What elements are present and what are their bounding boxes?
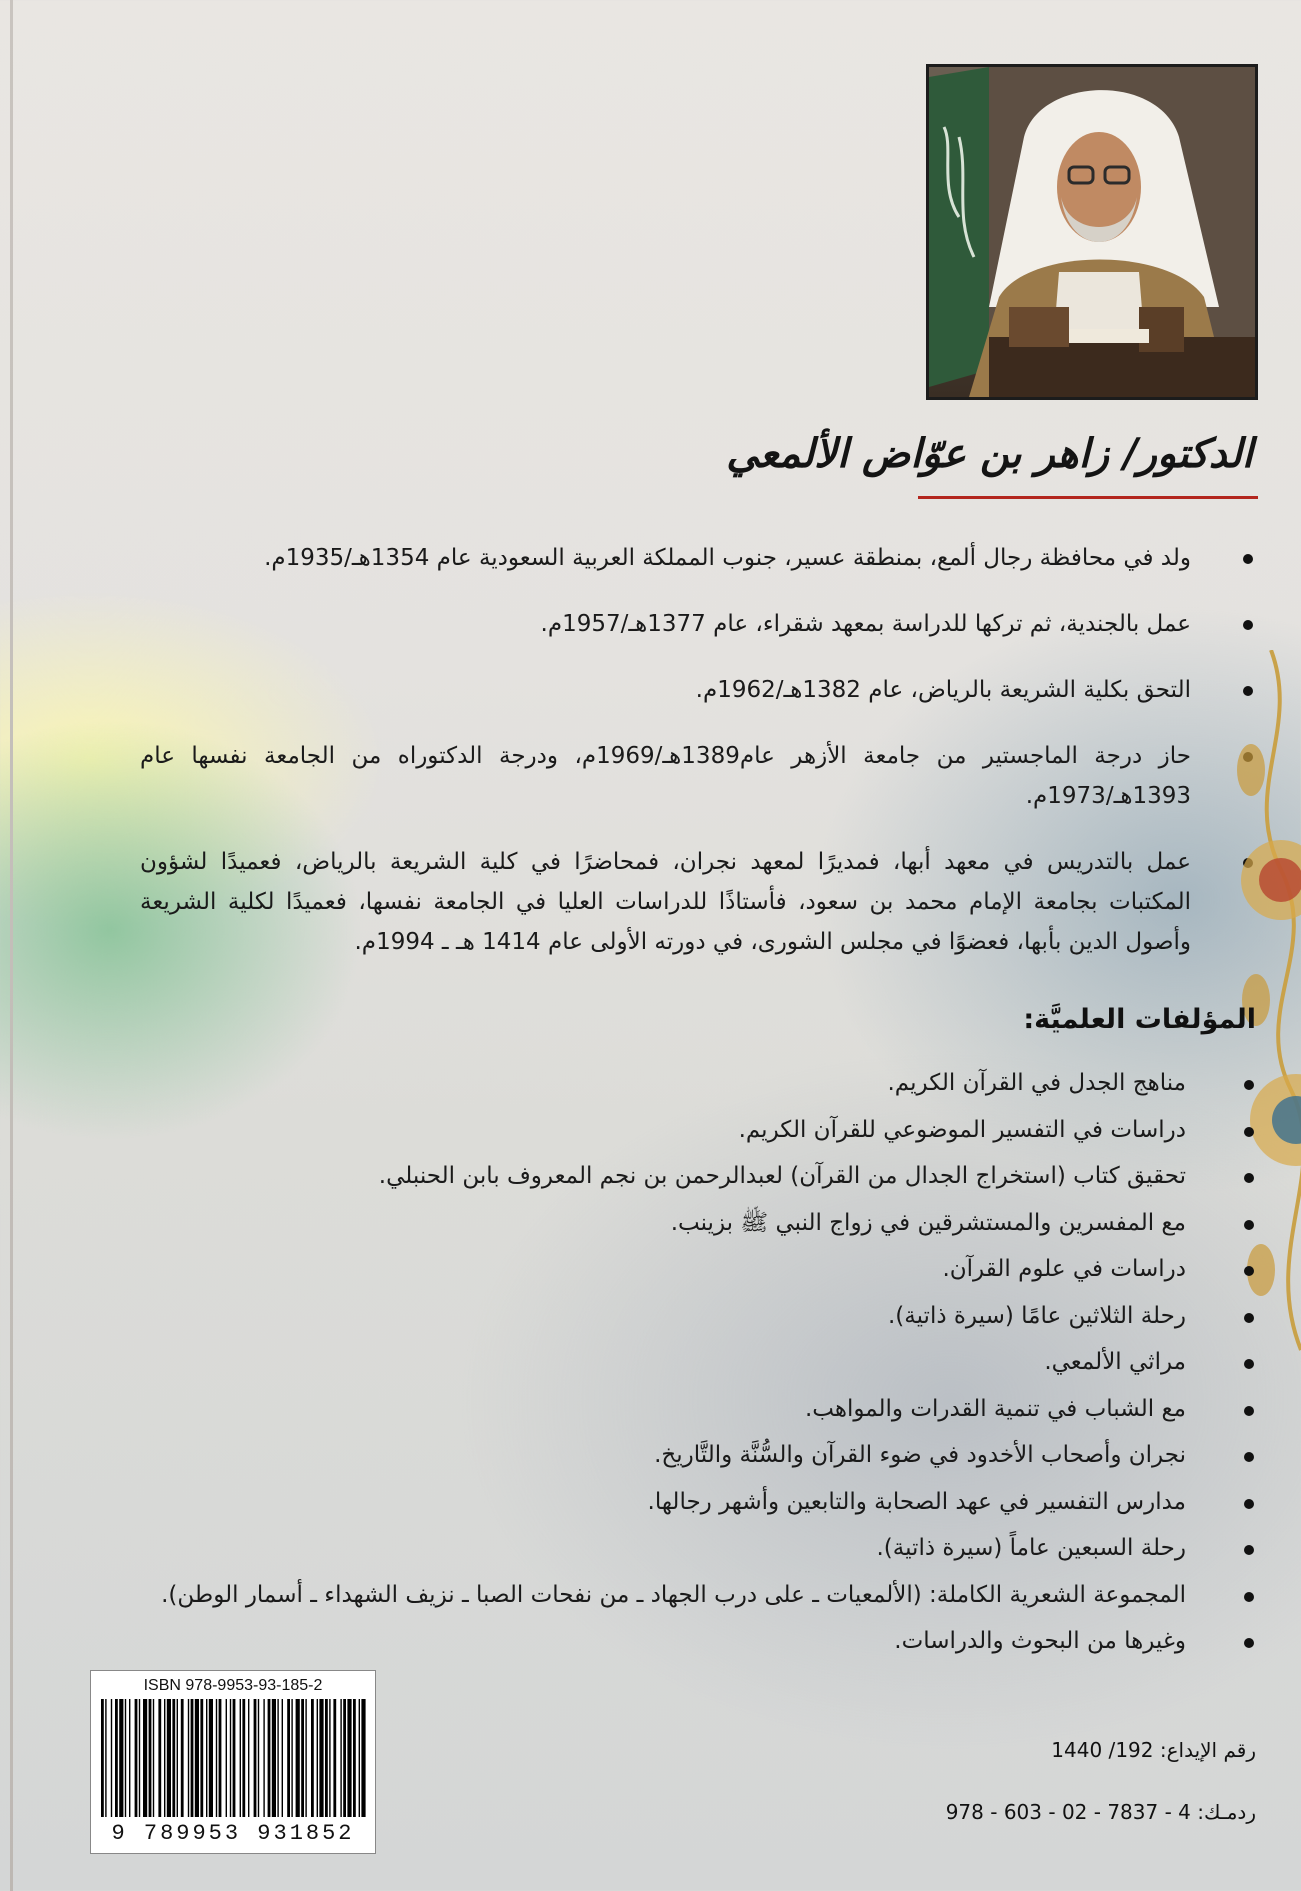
barcode-bar — [139, 1699, 140, 1817]
author-name: الدكتور/ زاهر بن عوّاض الألمعي — [726, 430, 1253, 477]
work-title: مع المفسرين والمستشرقين في زواج النبي ﷺ بزينب. — [670, 1209, 1186, 1236]
barcode-bar — [301, 1699, 304, 1817]
work-title: دراسات في علوم القرآن. — [942, 1256, 1186, 1282]
isbn-digits: 9 789953 931852 — [111, 1821, 355, 1846]
barcode-bar — [167, 1699, 171, 1817]
barcode-bar — [361, 1699, 365, 1817]
barcode-bar — [353, 1699, 356, 1817]
bullet-icon — [1243, 554, 1253, 564]
works-heading: المؤلفات العلميَّة: — [1023, 1004, 1256, 1035]
bullet-icon — [1244, 1313, 1254, 1323]
barcode-bar — [216, 1699, 217, 1817]
barcode-bar — [291, 1699, 292, 1817]
list-item — [246, 1394, 1256, 1441]
work-title: رحلة الثلاثين عامًا (سيرة ذاتية). — [887, 1302, 1186, 1329]
list-item — [246, 1440, 1256, 1487]
list-item — [161, 1580, 1256, 1627]
list-item — [246, 1068, 1256, 1115]
barcode-bar — [268, 1699, 271, 1817]
work-title: رحلة السبعين عاماً (سيرة ذاتية). — [876, 1535, 1186, 1561]
work-title: دراسات في التفسير الموضوعي للقرآن الكريم. — [738, 1116, 1186, 1143]
barcode-bar — [272, 1699, 276, 1817]
list-item — [246, 1347, 1256, 1394]
spine-edge — [10, 0, 13, 1891]
bullet-icon — [1244, 1359, 1254, 1369]
bullet-icon — [1244, 1406, 1254, 1416]
barcode-bar — [226, 1699, 227, 1817]
barcode-bar — [230, 1699, 231, 1817]
portrait-photo-icon — [929, 67, 1255, 397]
bullet-icon — [1244, 1127, 1254, 1137]
barcode-bar — [158, 1699, 161, 1817]
list-item — [246, 1487, 1256, 1534]
bullet-icon — [1244, 1220, 1254, 1230]
barcode-bar — [153, 1699, 154, 1817]
barcode-bar — [191, 1699, 194, 1817]
bio-item — [140, 604, 1255, 644]
barcode-bar — [317, 1699, 318, 1817]
barcode-bar — [209, 1699, 213, 1817]
bio-text: التحق بكلية الشريعة بالرياض، عام 1382هـ/1962م. — [695, 677, 1191, 703]
biography — [140, 538, 1255, 988]
barcode-bar — [325, 1699, 328, 1817]
barcode-bar — [200, 1699, 203, 1817]
author-portrait — [926, 64, 1258, 400]
name-underline — [918, 496, 1258, 499]
work-title: وغيرها من البحوث والدراسات. — [894, 1628, 1186, 1654]
list-item — [246, 1254, 1256, 1301]
barcode-bar — [333, 1699, 336, 1817]
barcode-bar — [177, 1699, 178, 1817]
barcode-bar — [282, 1699, 283, 1817]
barcode-bar — [296, 1699, 300, 1817]
work-title: تحقيق كتاب (استخراج الجدال من القرآن) لعبدالرحمن بن نجم المعروف بابن الحنبلي. — [378, 1163, 1186, 1189]
barcode-bar — [181, 1699, 184, 1817]
barcode-bar — [111, 1699, 112, 1817]
isbn-arabic-line: ردمـك: 4 - 7837 - 02 - 603 - 978 — [945, 1800, 1256, 1824]
list-item — [246, 1161, 1256, 1208]
barcode-bar — [258, 1699, 259, 1817]
bio-text: ولد في محافظة رجال ألمع، بمنطقة عسير، جنوب المملكة العربية السعودية عام 1354هـ/1935م. — [264, 545, 1191, 571]
bullet-icon — [1244, 1638, 1254, 1648]
barcode-bar — [347, 1699, 351, 1817]
bullet-icon — [1244, 1499, 1254, 1509]
work-title: مناهج الجدل في القرآن الكريم. — [887, 1070, 1186, 1096]
barcode-bar — [206, 1699, 207, 1817]
barcode-bar — [164, 1699, 165, 1817]
list-item — [246, 1208, 1256, 1255]
isbn-barcode — [90, 1670, 376, 1854]
bullet-icon — [1244, 1592, 1254, 1602]
barcode-bar — [263, 1699, 264, 1817]
barcode-bar — [125, 1699, 126, 1817]
work-title: نجران وأصحاب الأخدود في ضوء القرآن والسُّنَّة والتَّاريخ. — [654, 1442, 1186, 1468]
barcode-bar — [119, 1699, 123, 1817]
barcode-bar — [329, 1699, 330, 1817]
barcode-bar — [129, 1699, 130, 1817]
barcode-bar — [340, 1699, 341, 1817]
barcode-bar — [188, 1699, 189, 1817]
list-item — [246, 1533, 1256, 1580]
barcode-bar — [359, 1699, 360, 1817]
list-item — [246, 1626, 1256, 1673]
barcode-bar — [105, 1699, 106, 1817]
work-title: مراثي الألمعي. — [1044, 1349, 1186, 1375]
bullet-icon — [1244, 1545, 1254, 1555]
bio-text: حاز درجة الماجستير من جامعة الأزهر عام1389هـ/1969م، ودرجة الدكتوراه من الجامعة نفسها عام 1393هـ/1973م. — [140, 743, 1191, 809]
barcode-bar — [149, 1699, 152, 1817]
works-list — [161, 1068, 1256, 1673]
list-item — [246, 1301, 1256, 1348]
bio-item — [140, 670, 1255, 710]
bullet-icon — [1244, 1266, 1254, 1276]
work-title: مدارس التفسير في عهد الصحابة والتابعين وأشهر رجالها. — [647, 1488, 1186, 1515]
barcode-bar — [254, 1699, 257, 1817]
barcode-bar — [319, 1699, 323, 1817]
barcode-bar — [135, 1699, 138, 1817]
barcode-bar — [143, 1699, 147, 1817]
barcode-bar — [240, 1699, 241, 1817]
barcode-bar — [343, 1699, 346, 1817]
barcode-bar — [195, 1699, 199, 1817]
bullet-icon — [1244, 1080, 1254, 1090]
work-title: مع الشباب في تنمية القدرات والمواهب. — [804, 1395, 1186, 1422]
work-title: المجموعة الشعرية الكاملة: (الألمعيات ـ على درب الجهاد ـ من نفحات الصبا ـ نزيف الشهداء ـ أسمار الوطن). — [161, 1581, 1186, 1608]
bio-item — [140, 538, 1255, 578]
isbn-label: ISBN 978-9953-93-185-2 — [143, 1677, 323, 1694]
barcode-bar — [242, 1699, 245, 1817]
barcode-bar — [277, 1699, 278, 1817]
bio-item — [140, 842, 1255, 962]
barcode-bar — [311, 1699, 314, 1817]
list-item — [246, 1115, 1256, 1162]
barcode-bar — [287, 1699, 290, 1817]
barcode-bar — [115, 1699, 118, 1817]
bio-item — [140, 736, 1255, 816]
bullet-icon — [1244, 1452, 1254, 1462]
bio-text: عمل بالتدريس في معهد أبها، فمديرًا لمعهد نجران، فمحاضرًا في كلية الشريعة بالرياض، فعميدًا لشؤون المكتبات بجامعة الإمام محمد بن سعود، فأستاذًا للدراسات العليا في الجامعة نفسها، فعميدًا لكلية الشريعة وأصول الدين بأبها، فعضوًا في مجلس الشورى، في دورته الأولى عام 1414 هـ ـ 1994م. — [140, 849, 1191, 955]
barcode-icon — [97, 1699, 369, 1817]
barcode-bar — [305, 1699, 306, 1817]
barcode-bar — [101, 1699, 104, 1817]
barcode-bar — [219, 1699, 222, 1817]
deposit-number: رقم الإيداع: 192/ 1440 — [1051, 1738, 1256, 1762]
barcode-bar — [248, 1699, 249, 1817]
barcode-bar — [172, 1699, 175, 1817]
bullet-icon — [1243, 620, 1253, 630]
barcode-bar — [233, 1699, 236, 1817]
bullet-icon — [1244, 1173, 1254, 1183]
bio-text: عمل بالجندية، ثم تركها للدراسة بمعهد شقراء، عام 1377هـ/1957م. — [540, 611, 1191, 637]
